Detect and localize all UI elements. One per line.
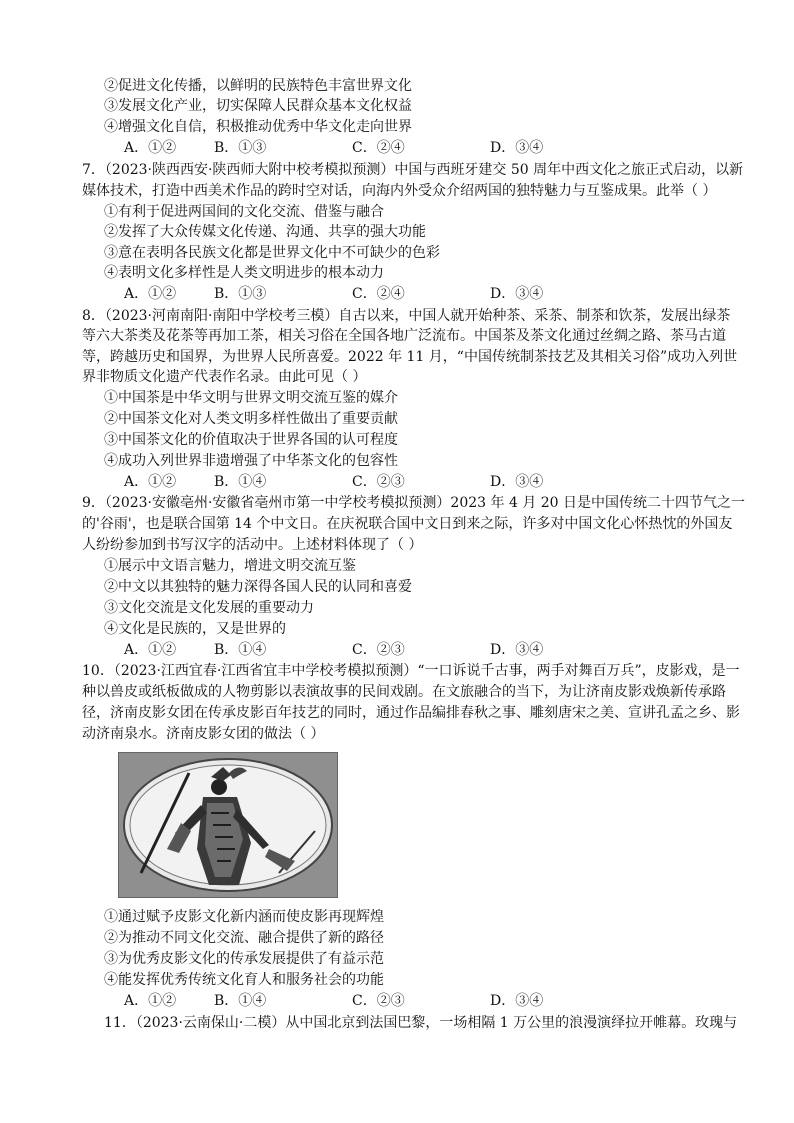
q10-stem-line-4: 动济南泉水。济南皮影女团的做法（ ） [82, 726, 325, 742]
q6-choice-a[interactable]: A．①② [124, 140, 177, 156]
q7-option-2: ②发挥了大众传媒文化传递、沟通、共享的强大功能 [104, 224, 426, 240]
q9-option-2: ②中文以其独特的魅力深得各国人民的认同和喜爱 [104, 579, 412, 595]
q7-stem-line-1: 7．（2023·陕西西安·陕西师大附中校考模拟预测）中国与西班牙建交 50 周年中西文化之旅正式启动，以新 [82, 162, 744, 178]
q8-stem-line-2: 等六大茶类及花茶等再加工茶，相关习俗在全国各地广泛流布。中国茶及茶文化通过丝绸之路、茶马古道 [82, 328, 726, 344]
q7-choice-d[interactable]: D．③④ [490, 286, 544, 302]
q8-option-3: ③中国茶文化的价值取决于世界各国的认可程度 [104, 432, 398, 448]
q8-stem-line-3: 等，跨越历史和国界，为世界人民所喜爱。2022 年 11 月，“中国传统制茶技艺及其相关习俗”成功入列世 [82, 349, 738, 365]
q10-option-1: ①通过赋予皮影文化新内涵而使皮影再现辉煌 [104, 909, 384, 925]
q10-choice-b[interactable]: B．①④ [214, 993, 267, 1009]
q8-option-1: ①中国茶是中华文明与世界文明交流互鉴的媒介 [104, 390, 398, 406]
q7-choice-c[interactable]: C．②④ [352, 286, 405, 302]
q9-stem-line-3: 人纷纷参加到书写汉字的活动中。上述材料体现了（ ） [82, 537, 423, 553]
q6-option-2: ②促进文化传播，以鲜明的民族特色丰富世界文化 [104, 78, 412, 94]
q9-stem-line-1: 9．（2023·安徽亳州·安徽省亳州市第一中学校考模拟预测）2023 年 4 月 20 日是中国传统二十四节气之一 [82, 495, 746, 511]
q9-choice-c[interactable]: C．②③ [352, 642, 405, 658]
q9-choice-b[interactable]: B．①④ [214, 642, 267, 658]
q6-option-3: ③发展文化产业，切实保障人民群众基本文化权益 [104, 98, 412, 114]
q7-choice-b[interactable]: B．①③ [214, 286, 267, 302]
q6-choice-b[interactable]: B．①③ [214, 140, 267, 156]
q10-stem-line-1: 10．（2023·江西宜春·江西省宜丰中学校考模拟预测）“一口诉说千古事，两手对舞百万兵”，皮影戏，是一 [82, 663, 740, 679]
q9-choice-d[interactable]: D．③④ [490, 642, 544, 658]
q6-choice-d[interactable]: D．③④ [490, 140, 544, 156]
q10-choice-d[interactable]: D．③④ [490, 993, 544, 1009]
q9-choice-a[interactable]: A．①② [124, 642, 177, 658]
q8-choice-c[interactable]: C．②③ [352, 474, 405, 490]
q10-stem-line-3: 径，济南皮影女团在传承皮影百年技艺的同时，通过作品编排春秋之事、雕刻唐宋之美、宣讲孔孟之乡、影 [82, 705, 740, 721]
q8-option-2: ②中国茶文化对人类文明多样性做出了重要贡献 [104, 411, 398, 427]
q6-choice-c[interactable]: C．②④ [352, 140, 405, 156]
q10-option-4: ④能发挥优秀传统文化育人和服务社会的功能 [104, 972, 384, 988]
q8-stem-line-1: 8．（2023·河南南阳·南阳中学校考三模）自古以来，中国人就开始种茶、采茶、制茶和饮茶，发展出绿茶 [82, 308, 731, 324]
q8-stem-line-4: 界非物质文化遗产代表作名录。由此可见（ ） [82, 369, 367, 385]
q10-stem-line-2: 种以兽皮或纸板做成的人物剪影以表演故事的民间戏剧。在文旅融合的当下，为让济南皮影戏焕新传承路 [82, 684, 726, 700]
q8-choice-b[interactable]: B．①④ [214, 474, 267, 490]
q7-option-1: ①有利于促进两国间的文化交流、借鉴与融合 [104, 204, 384, 220]
q9-option-4: ④文化是民族的，又是世界的 [104, 621, 286, 637]
q10-choice-a[interactable]: A．①② [124, 993, 177, 1009]
q9-option-3: ③文化交流是文化发展的重要动力 [104, 600, 314, 616]
q11-stem-line-1: 11．（2023·云南保山·二模）从中国北京到法国巴黎，一场相隔 1 万公里的浪漫演绎拉开帷幕。玫瑰与 [104, 1015, 738, 1031]
q8-choice-d[interactable]: D．③④ [490, 474, 544, 490]
q10-choice-c[interactable]: C．②③ [352, 993, 405, 1009]
q9-stem-line-2: 的'谷雨'，也是联合国第 14 个中文日。在庆祝联合国中文日到来之际，许多对中国文化心怀热忱的外国友 [82, 516, 733, 532]
q8-option-4: ④成功入列世界非遗增强了中华茶文化的包容性 [104, 453, 398, 469]
q7-choice-a[interactable]: A．①② [124, 286, 177, 302]
q7-option-4: ④表明文化多样性是人类文明进步的根本动力 [104, 265, 384, 281]
q7-option-3: ③意在表明各民族文化都是世界文化中不可缺少的色彩 [104, 245, 440, 261]
q10-option-3: ③为优秀皮影文化的传承发展提供了有益示范 [104, 951, 384, 967]
q9-option-1: ①展示中文语言魅力，增进文明交流互鉴 [104, 558, 356, 574]
shadow-puppet-illustration [119, 753, 337, 897]
q6-option-4: ④增强文化自信，积极推动优秀中华文化走向世界 [104, 119, 412, 135]
q7-stem-line-2: 媒体技术，打造中西美术作品的跨时空对话，向海内外受众介绍两国的独特魅力与互鉴成果。此举（ ） [82, 183, 717, 199]
shadow-puppet-image [118, 752, 338, 898]
q10-option-2: ②为推动不同文化交流、融合提供了新的路径 [104, 930, 384, 946]
q8-choice-a[interactable]: A．①② [124, 474, 177, 490]
